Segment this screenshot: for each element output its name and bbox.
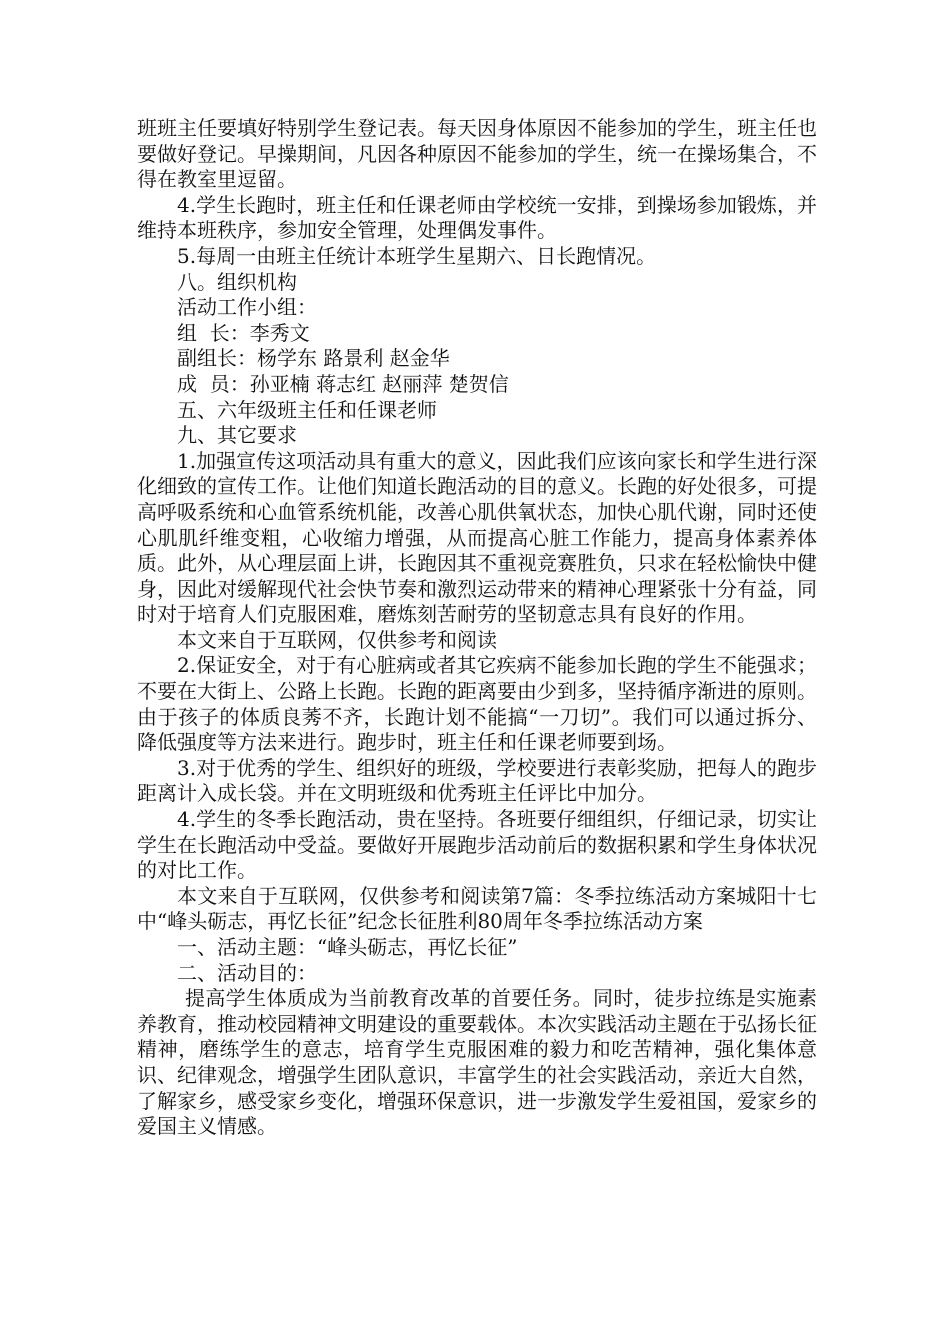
- source-note-2: 本文来自于互联网，仅供参考和阅读第7篇：冬季拉练活动方案城阳十七中“峰头砺志，再忆长征”纪念长征胜利80周年冬季拉练活动方案: [137, 883, 817, 934]
- section-heading-theme: 一、活动主题：“峰头砺志，再忆长征”: [177, 935, 518, 959]
- paragraph-14: 3.对于优秀的学生、组织好的班级，学校要进行表彰奖励，把每人的跑步距离计入成长袋。并在文明班级和优秀班主任评比中加分。: [137, 755, 817, 806]
- section-heading-purpose: 二、活动目的：: [177, 960, 317, 985]
- paragraph-3: 5.每周一由班主任统计本班学生星期六、日长跑情况。: [177, 243, 657, 268]
- paragraph-15: 4.学生的冬季长跑活动，贵在坚持。各班要仔细组织，仔细记录，切实让学生在长跑活动中受益。要做好开展跑步活动前后的数据积累和学生身体状况的对比工作。: [137, 807, 817, 883]
- paragraph-6: 组 长：李秀文: [177, 320, 310, 345]
- paragraph-8: 成 员：孙亚楠 蒋志红 赵丽萍 楚贺信: [177, 371, 509, 396]
- paragraph-11: 1.加强宣传这项活动具有重大的意义，因此我们应该向家长和学生进行深化细致的宣传工作。让他们知道长跑活动的目的意义。长跑的好处很多，可提高呼吸系统和心血管系统机能，改善心肌供氧状态，加快心肌代谢，同时还使心肌肌纤维变粗，心收缩力增强，从而提高心脏工作能力，提高身体素养体质。此外，从心理层面上讲，长跑因其不重视竞赛胜负，只求在轻松愉快中健身，因此对缓解现代社会快节奏和激烈运动带来的精神心理紧张十分有益，同时对于培育人们克服困难，磨炼刻苦耐劳的坚韧意志具有良好的作用。: [137, 448, 817, 627]
- section-heading-8: 八。组织机构: [177, 269, 297, 294]
- paragraph-7: 副组长：杨学东 路景利 赵金华: [177, 346, 450, 371]
- document-body: [137, 116, 817, 1140]
- paragraph-2: 4.学生长跑时，班主任和任课老师由学校统一安排，到操场参加锻炼，并维持本班秩序，参加安全管理，处理偶发事件。: [137, 192, 817, 243]
- paragraph-5: 活动工作小组：: [177, 295, 317, 320]
- paragraph-19: 提高学生体质成为当前教育改革的首要任务。同时，徒步拉练是实施素养教育，推动校园精神文明建设的重要载体。本次实践活动主题在于弘扬长征精神，磨练学生的意志，培育学生克服困难的毅力和吃苦精神，强化集体意识、纪律观念，增强学生团队意识，丰富学生的社会实践活动，亲近大自然，了解家乡，感受家乡变化，增强环保意识，进一步激发学生爱祖国，爱家乡的爱国主义情感。: [137, 986, 817, 1139]
- paragraph-9: 五、六年级班主任和任课老师: [177, 397, 437, 422]
- paragraph-13: 2.保证安全，对于有心脏病或者其它疾病不能参加长跑的学生不能强求；不要在大街上、公路上长跑。长跑的距离要由少到多，坚持循序渐进的原则。由于孩子的体质良莠不齐，长跑计划不能搞“一刀切”。我们可以通过拆分、降低强度等方法来进行。跑步时，班主任和任课老师要到场。: [137, 653, 817, 755]
- section-heading-9: 九、其它要求: [177, 423, 297, 448]
- source-note-1: 本文来自于互联网，仅供参考和阅读: [177, 627, 497, 652]
- paragraph-1: 班班主任要填好特别学生登记表。每天因身体原因不能参加的学生，班主任也要做好登记。早操期间，凡因各种原因不能参加的学生，统一在操场集合，不得在教室里逗留。: [137, 116, 817, 192]
